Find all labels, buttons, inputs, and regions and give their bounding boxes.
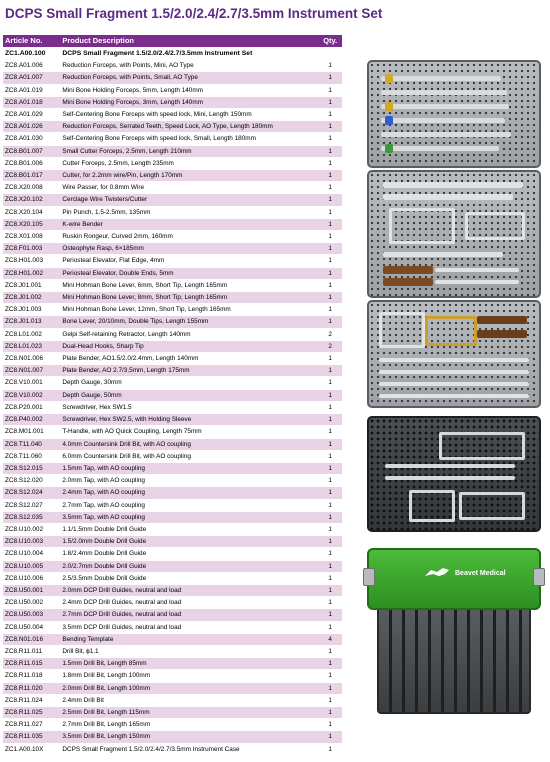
table-row <box>3 645 342 657</box>
table-row <box>3 499 342 511</box>
description-cell: 2.0/2.7mm Double Drill Guide <box>60 560 318 572</box>
article-cell: ZC8.J01.003 <box>3 304 60 316</box>
page-title: DCPS Small Fragment 1.5/2.0/2.4/2.7/3.5mm Instrument Set <box>5 6 383 21</box>
article-cell: ZC8.R11.018 <box>3 670 60 682</box>
rasp-image <box>383 252 503 257</box>
table-row <box>3 121 342 133</box>
description-cell: Small Cutter Forceps, 2.5mm, Length 210mm <box>60 145 318 157</box>
gold-handle-image <box>385 74 393 83</box>
qty-cell: 1 <box>318 157 342 169</box>
qty-cell: 1 <box>318 365 342 377</box>
qty-cell: 1 <box>318 609 342 621</box>
qty-cell: 1 <box>318 316 342 328</box>
table-row <box>3 658 342 670</box>
article-cell: ZC8.A01.029 <box>3 109 60 121</box>
driver-tray-photo <box>367 300 541 408</box>
description-cell: 4.0mm Countersink Drill Bit, with AO coupling <box>60 438 318 450</box>
description-cell: Osteophyte Rasp, 6×185mm <box>60 243 318 255</box>
article-cell: ZC8.R11.011 <box>3 645 60 657</box>
table-row <box>3 389 342 401</box>
table-row <box>3 743 342 755</box>
table-row <box>3 609 342 621</box>
article-cell: ZC8.S12.015 <box>3 462 60 474</box>
qty-cell: 1 <box>318 438 342 450</box>
forceps-image <box>381 146 499 151</box>
qty-cell: 4 <box>318 633 342 645</box>
article-cell: ZC8.A01.026 <box>3 121 60 133</box>
plate-bender-image <box>439 432 525 460</box>
description-cell: Screwdriver, Hex SW2.5, with Holding Sleeve <box>60 414 318 426</box>
table-row <box>3 706 342 718</box>
qty-cell: 1 <box>318 743 342 755</box>
description-cell: Reduction Forceps, with Points, Small, AO Type <box>60 72 318 84</box>
description-cell: 2.0mm Tap, with AO coupling <box>60 475 318 487</box>
qty-cell: 1 <box>318 719 342 731</box>
description-cell: 6.0mm Countersink Drill Bit, with AO coupling <box>60 450 318 462</box>
table-row <box>3 365 342 377</box>
article-cell: ZC8.R11.027 <box>3 719 60 731</box>
qty-cell: 2 <box>318 328 342 340</box>
article-cell: ZC8.U10.004 <box>3 548 60 560</box>
table-body <box>3 48 342 756</box>
description-cell: Ruskin Rongeur, Curved 2mm, 160mm <box>60 231 318 243</box>
qty-cell: 1 <box>318 218 342 230</box>
qty-cell: 1 <box>318 621 342 633</box>
article-cell: ZC8.X20.104 <box>3 206 60 218</box>
table-row <box>3 194 342 206</box>
table-row <box>3 487 342 499</box>
description-cell: Reduction Forceps, Serrated Teeth, Speed Lock, AO Type, Length 180mm <box>60 121 318 133</box>
table-row <box>3 304 342 316</box>
cutter-image <box>383 194 513 200</box>
qty-cell: 1 <box>318 96 342 108</box>
cutter-tray-photo <box>367 170 541 298</box>
article-cell: ZC8.S12.027 <box>3 499 60 511</box>
article-cell: ZC8.J01.002 <box>3 292 60 304</box>
table-row <box>3 731 342 743</box>
article-cell: ZC8.S12.024 <box>3 487 60 499</box>
description-cell: 2.5/3.5mm Double Drill Guide <box>60 572 318 584</box>
qty-cell: 1 <box>318 414 342 426</box>
drill-guide-image <box>379 382 529 386</box>
table-row <box>3 719 342 731</box>
article-cell: ZC8.U50.003 <box>3 609 60 621</box>
description-cell: Cerclage Wire Twisters/Cutter <box>60 194 318 206</box>
article-cell: ZC8.U10.005 <box>3 560 60 572</box>
description-cell: 1.5mm Tap, with AO coupling <box>60 462 318 474</box>
article-cell: ZC8.N01.006 <box>3 353 60 365</box>
description-cell: 1.5mm Drill Bit, Length 85mm <box>60 658 318 670</box>
description-cell: 3.5mm Tap, with AO coupling <box>60 511 318 523</box>
description-cell: Bone Lever, 20/10mm, Double Tips, Length 155mm <box>60 316 318 328</box>
table-row <box>3 170 342 182</box>
description-cell: 3.5mm Drill Bit, Length 150mm <box>60 731 318 743</box>
table-row <box>3 426 342 438</box>
qty-cell: 1 <box>318 548 342 560</box>
table-row <box>3 621 342 633</box>
case-lid <box>367 548 541 610</box>
description-cell: 2.7mm Tap, with AO coupling <box>60 499 318 511</box>
article-cell: ZC8.R11.020 <box>3 682 60 694</box>
qty-cell: 1 <box>318 255 342 267</box>
table-row <box>3 475 342 487</box>
description-cell: 1.8mm Drill Bit, Length 100mm <box>60 670 318 682</box>
wooden-handle-image <box>383 278 433 286</box>
depth-gauge-image <box>385 476 515 480</box>
article-cell: ZC8.N01.007 <box>3 365 60 377</box>
table-row <box>3 206 342 218</box>
qty-cell: 1 <box>318 292 342 304</box>
table-row <box>3 340 342 352</box>
table-row <box>3 597 342 609</box>
table-row <box>3 694 342 706</box>
rongeur-image <box>465 212 525 240</box>
article-cell: ZC8.P40.002 <box>3 414 60 426</box>
article-cell: ZC8.U10.002 <box>3 523 60 535</box>
table-row <box>3 157 342 169</box>
tap-image <box>459 492 525 520</box>
set-row <box>3 48 342 60</box>
table-row <box>3 279 342 291</box>
qty-cell: 1 <box>318 109 342 121</box>
qty-cell: 1 <box>318 133 342 145</box>
qty-cell: 1 <box>318 731 342 743</box>
article-cell: ZC8.B01.017 <box>3 170 60 182</box>
qty-cell: 1 <box>318 426 342 438</box>
qty-cell: 1 <box>318 389 342 401</box>
cutter-image <box>383 182 523 188</box>
description-cell: 2.0mm DCP Drill Guides, neutral and load <box>60 584 318 596</box>
article-cell: ZC8.R11.024 <box>3 694 60 706</box>
table-row <box>3 60 342 72</box>
description-cell: Mini Hohman Bone Lever, 6mm, Short Tip, Length 165mm <box>60 279 318 291</box>
article-cell: ZC8.V10.001 <box>3 377 60 389</box>
qty-cell: 1 <box>318 231 342 243</box>
qty-cell: 1 <box>318 487 342 499</box>
table-row <box>3 328 342 340</box>
qty-cell: 1 <box>318 121 342 133</box>
article-cell: ZC8.R11.025 <box>3 706 60 718</box>
description-cell: Self-Centering Bone Forceps with speed lock, Mini, Length 150mm <box>60 109 318 121</box>
article-cell: ZC8.S12.035 <box>3 511 60 523</box>
table-row <box>3 133 342 145</box>
article-cell: ZC8.X20.102 <box>3 194 60 206</box>
qty-cell: 1 <box>318 243 342 255</box>
table-row <box>3 682 342 694</box>
table-row <box>3 670 342 682</box>
description-cell: Mini Bone Holding Forceps, 3mm, Length 140mm <box>60 96 318 108</box>
table-row <box>3 109 342 121</box>
wooden-handle-image <box>477 316 527 324</box>
table-row <box>3 231 342 243</box>
description-header: Product Description <box>60 35 318 48</box>
qty-cell: 1 <box>318 72 342 84</box>
qty-cell: 1 <box>318 401 342 413</box>
qty-cell: 1 <box>318 377 342 389</box>
qty-cell: 1 <box>318 597 342 609</box>
article-cell: ZC8.U50.002 <box>3 597 60 609</box>
description-cell: Self-Centering Bone Forceps with speed lock, Small, Length 180mm <box>60 133 318 145</box>
table-row <box>3 572 342 584</box>
description-cell: Gelpi Self-retaining Retractor, Length 140mm <box>60 328 318 340</box>
article-cell: ZC8.J01.001 <box>3 279 60 291</box>
green-handle-image <box>385 144 393 153</box>
forceps-image <box>381 132 511 137</box>
article-cell: ZC8.B01.007 <box>3 145 60 157</box>
article-cell: ZC8.L01.023 <box>3 340 60 352</box>
qty-cell: 1 <box>318 523 342 535</box>
article-cell: ZC8.A01.018 <box>3 96 60 108</box>
table-row <box>3 145 342 157</box>
description-cell: Periosteal Elevator, Flat Edge, 4mm <box>60 255 318 267</box>
article-cell: ZC8.B01.006 <box>3 157 60 169</box>
description-cell: 3.5mm DCP Drill Guides, neutral and load <box>60 621 318 633</box>
wooden-handle-image <box>477 330 527 338</box>
elevator-image <box>435 268 519 272</box>
description-cell: Pin Punch, 1.5-2.5mm, 135mm <box>60 206 318 218</box>
qty-cell: 1 <box>318 499 342 511</box>
gold-forceps-image <box>425 316 477 346</box>
table-row <box>3 584 342 596</box>
description-cell: 2.7mm DCP Drill Guides, neutral and load <box>60 609 318 621</box>
article-cell: ZC8.V10.002 <box>3 389 60 401</box>
table-row <box>3 292 342 304</box>
table-row <box>3 536 342 548</box>
brand-name: Beavet Medical <box>455 570 506 577</box>
description-cell: Reduction Forceps, with Points, Mini, AO Type <box>60 60 318 72</box>
qty-cell: 2 <box>318 340 342 352</box>
description-cell: K-wire Bender <box>60 218 318 230</box>
qty-cell: 1 <box>318 536 342 548</box>
case-handle-right <box>533 568 545 586</box>
description-cell: 1.8/2.4mm Double Drill Guide <box>60 548 318 560</box>
qty-cell: 1 <box>318 206 342 218</box>
description-cell: 2.4mm DCP Drill Guides, neutral and load <box>60 597 318 609</box>
table-header-row <box>3 35 342 48</box>
article-cell: ZC8.H01.003 <box>3 255 60 267</box>
drill-guide-image <box>379 358 529 362</box>
qty-cell: 1 <box>318 560 342 572</box>
table-row <box>3 316 342 328</box>
qty-cell: 1 <box>318 353 342 365</box>
qty-cell: 1 <box>318 511 342 523</box>
qty-cell: 1 <box>318 194 342 206</box>
tap-image <box>409 490 455 522</box>
description-cell: 2.0mm Drill Bit, Length 100mm <box>60 682 318 694</box>
table-row <box>3 414 342 426</box>
description-cell: Plate Bender, AO1.5/2.0/2.4mm, Length 140mm <box>60 353 318 365</box>
case-box <box>377 600 531 714</box>
article-cell: ZC8.U10.006 <box>3 572 60 584</box>
article-cell: ZC8.J01.013 <box>3 316 60 328</box>
wooden-handle-image <box>383 266 433 274</box>
description-cell: Wire Passer, for 0.8mm Wire <box>60 182 318 194</box>
description-cell: Cutter Forceps, 2.5mm, Length 235mm <box>60 157 318 169</box>
description-cell: Drill Bit, ϕ1.1 <box>60 645 318 657</box>
table-row <box>3 72 342 84</box>
set-description: DCPS Small Fragment 1.5/2.0/2.4/2.7/3.5mm Instrument Set <box>60 48 318 60</box>
description-cell: Depth Gauge, 50mm <box>60 389 318 401</box>
article-cell: ZC8.U50.004 <box>3 621 60 633</box>
qty-cell: 1 <box>318 170 342 182</box>
qty-cell: 1 <box>318 84 342 96</box>
table-row <box>3 182 342 194</box>
qty-cell: 1 <box>318 182 342 194</box>
blue-handle-image <box>385 116 393 125</box>
retractor-image <box>379 312 425 348</box>
table-row <box>3 523 342 535</box>
table-row <box>3 450 342 462</box>
qty-cell: 1 <box>318 450 342 462</box>
qty-cell: 1 <box>318 475 342 487</box>
forceps-image <box>381 76 501 81</box>
table-row <box>3 560 342 572</box>
set-qty <box>318 48 342 60</box>
qty-cell: 1 <box>318 462 342 474</box>
table-row <box>3 438 342 450</box>
depth-gauge-image <box>385 464 515 468</box>
qty-cell: 1 <box>318 279 342 291</box>
instrument-case-photo <box>367 548 537 713</box>
gold-handle-image <box>385 102 393 111</box>
set-article: ZC1.A00.100 <box>3 48 60 60</box>
article-cell: ZC8.R11.035 <box>3 731 60 743</box>
table-row <box>3 243 342 255</box>
article-cell: ZC8.A01.006 <box>3 60 60 72</box>
table-row <box>3 401 342 413</box>
article-cell: ZC8.A01.030 <box>3 133 60 145</box>
forceps-image <box>381 90 507 95</box>
description-cell: Cutter, for 2.2mm wire/Pin, Length 170mm <box>60 170 318 182</box>
table-row <box>3 84 342 96</box>
article-cell: ZC8.T11.060 <box>3 450 60 462</box>
description-cell: Mini Hohman Bone Lever, 8mm, Short Tip, Length 165mm <box>60 292 318 304</box>
table-row <box>3 462 342 474</box>
article-cell: ZC8.S12.020 <box>3 475 60 487</box>
article-header: Article No. <box>3 35 60 48</box>
description-cell: DCPS Small Fragment 1.5/2.0/2.4/2.7/3.5mm Instrument Case <box>60 743 318 755</box>
article-cell: ZC8.U10.003 <box>3 536 60 548</box>
qty-cell: 1 <box>318 694 342 706</box>
article-cell: ZC8.R11.015 <box>3 658 60 670</box>
description-cell: Dual-Head Hooks, Sharp Tip <box>60 340 318 352</box>
article-cell: ZC8.M01.001 <box>3 426 60 438</box>
article-cell: ZC8.F01.003 <box>3 243 60 255</box>
table-row <box>3 511 342 523</box>
elevator-image <box>435 280 519 284</box>
description-cell: Mini Bone Holding Forceps, 5mm, Length 140mm <box>60 84 318 96</box>
description-cell: Depth Gauge, 30mm <box>60 377 318 389</box>
article-cell: ZC8.T11.040 <box>3 438 60 450</box>
article-cell: ZC8.X20.105 <box>3 218 60 230</box>
qty-cell: 1 <box>318 584 342 596</box>
description-cell: Screwdriver, Hex SW1.5 <box>60 401 318 413</box>
qty-cell: 1 <box>318 706 342 718</box>
table-row <box>3 267 342 279</box>
article-cell: ZC8.P20.001 <box>3 401 60 413</box>
description-cell: 2.4mm Drill Bit <box>60 694 318 706</box>
description-cell: 2.4mm Tap, with AO coupling <box>60 487 318 499</box>
table-row <box>3 96 342 108</box>
forceps-tray-photo <box>367 60 541 168</box>
description-cell: 1.5/2.0mm Double Drill Guide <box>60 536 318 548</box>
article-cell: ZC8.N01.016 <box>3 633 60 645</box>
description-cell: Periosteal Elevator, Double Ends, 5mm <box>60 267 318 279</box>
table-row <box>3 377 342 389</box>
case-handle-left <box>363 568 375 586</box>
description-cell: T-Handle, with AO Quick Coupling, Length 75mm <box>60 426 318 438</box>
qty-header: Qty. <box>318 35 342 48</box>
qty-cell: 1 <box>318 658 342 670</box>
table-row <box>3 633 342 645</box>
table-row <box>3 255 342 267</box>
drill-guide-image <box>379 370 529 374</box>
table-row <box>3 353 342 365</box>
qty-cell: 1 <box>318 645 342 657</box>
qty-cell: 1 <box>318 304 342 316</box>
forceps-image <box>381 118 505 123</box>
instrument-table <box>3 35 342 756</box>
article-cell: ZC1.A00.10X <box>3 743 60 755</box>
brand-logo-icon <box>423 564 451 580</box>
wire-twister-image <box>389 208 455 244</box>
article-cell: ZC8.H01.002 <box>3 267 60 279</box>
forceps-image <box>381 104 509 109</box>
description-cell: 2.7mm Drill Bit, Length 165mm <box>60 719 318 731</box>
description-cell: 2.5mm Drill Bit, Length 115mm <box>60 706 318 718</box>
description-cell: Mini Hohman Bone Lever, 12mm, Short Tip, Length 165mm <box>60 304 318 316</box>
qty-cell: 1 <box>318 670 342 682</box>
description-cell: Plate Bender, AO 2.7/3.5mm, Length 175mm <box>60 365 318 377</box>
description-cell: 1.1/1.5mm Double Drill Guide <box>60 523 318 535</box>
article-cell: ZC8.U50.001 <box>3 584 60 596</box>
qty-cell: 1 <box>318 572 342 584</box>
qty-cell: 1 <box>318 60 342 72</box>
article-cell: ZC8.A01.007 <box>3 72 60 84</box>
qty-cell: 1 <box>318 267 342 279</box>
qty-cell: 1 <box>318 682 342 694</box>
description-cell: Bending Template <box>60 633 318 645</box>
qty-cell: 1 <box>318 145 342 157</box>
article-cell: ZC8.A01.019 <box>3 84 60 96</box>
dark-tray-photo <box>367 416 541 532</box>
article-cell: ZC8.X01.008 <box>3 231 60 243</box>
table-row <box>3 218 342 230</box>
table-row <box>3 548 342 560</box>
drill-guide-image <box>379 394 529 398</box>
article-cell: ZC8.X20.008 <box>3 182 60 194</box>
article-cell: ZC8.L01.002 <box>3 328 60 340</box>
